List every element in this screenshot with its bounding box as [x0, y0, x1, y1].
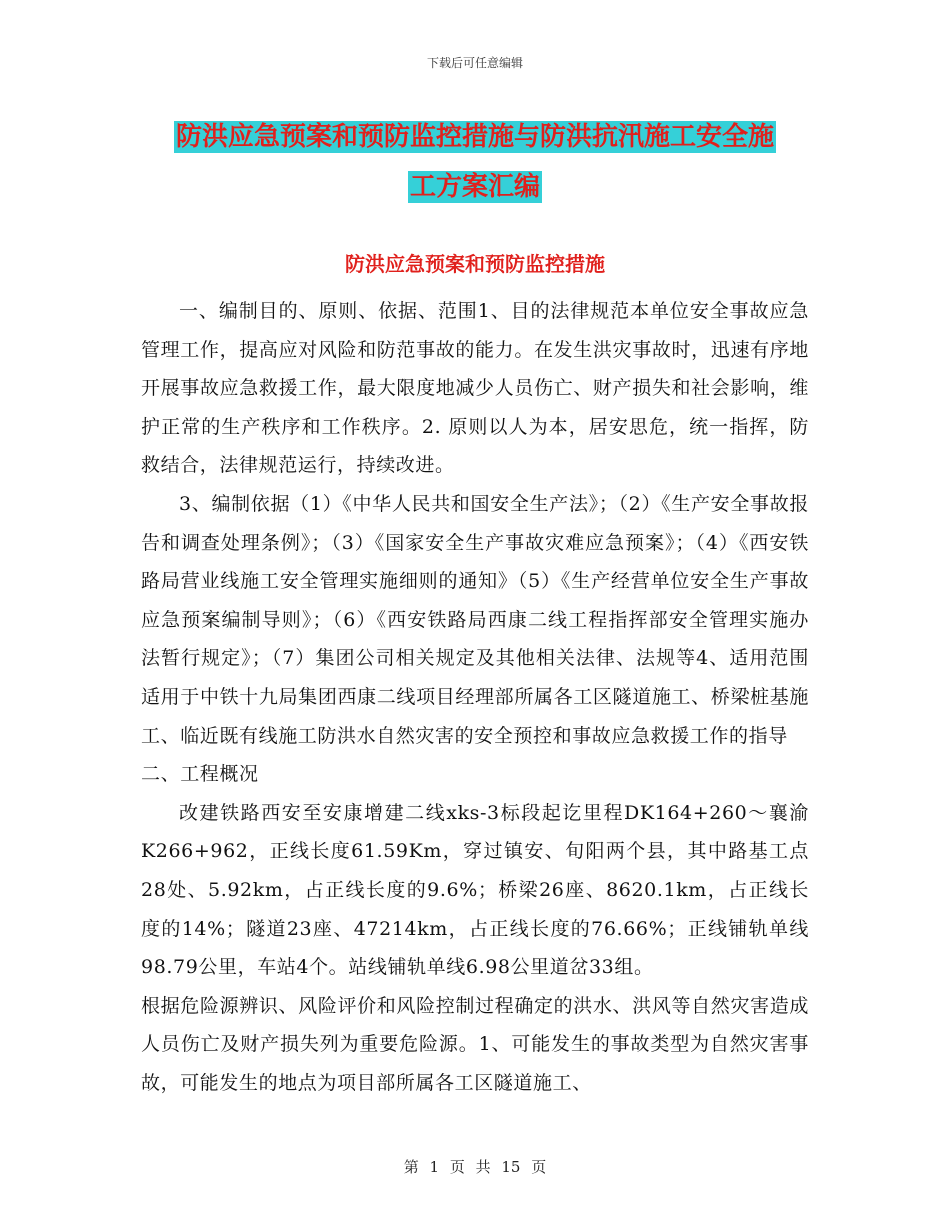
paragraph-overview: 改建铁路西安至安康增建二线xks-3标段起讫里程DK164+260～襄渝K266+962，正线长度61.59Km，穿过镇安、旬阳两个县，其中路基工点28处、5.92km，占正线长度的9.6%；桥梁26座、8620.1km，占正线长度的14%；隧道23座、47214km，占正线长度的76.66%；正线铺轨单线98.79公里，车站4个。站线铺轨单线6.98公里道岔33组。: [141, 801, 809, 979]
paragraph-hazards: 根据危险源辨识、风险评价和风险控制过程确定的洪水、洪风等自然灾害造成人员伤亡及财产损失列为重要危险源。1、可能发生的事故类型为自然灾害事故，可能发生的地点为项目部所属各工区隧道施工、: [141, 994, 809, 1094]
document-body: [141, 292, 809, 1102]
page-header-note: 下载后可任意编辑: [426, 56, 523, 70]
page-number-footer: 第 1 页 共 15 页: [403, 1158, 547, 1176]
document-title-line-1: 防洪应急预案和预防监控措施与防洪抗汛施工安全施: [175, 122, 774, 152]
document-title-line-2: 工方案汇编: [409, 172, 540, 202]
document-title: [140, 112, 810, 212]
paragraph-basis: 3、编制依据（1）《中华人民共和国安全生产法》；（2）《生产安全事故报告和调查处理条例》；（3）《国家安全生产事故灾难应急预案》；（4）《西安铁路局营业线施工安全管理实施细则的通知》（5）《生产经营单位安全生产事故应急预案编制导则》；（6）《西安铁路局西康二线工程指挥部安全管理实施办法暂行规定》；（7）集团公司相关规定及其他相关法律、法规等4、适用范围适用于中铁十九局集团西康二线项目经理部所属各工区隧道施工、桥梁桩基施工、临近既有线施工防洪水自然灾害的安全预控和事故应急救援工作的指导: [141, 492, 809, 747]
paragraph-purpose: 一、编制目的、原则、依据、范围1、目的法律规范本单位安全事故应急管理工作，提高应对风险和防范事故的能力。在发生洪灾事故时，迅速有序地开展事故应急救援工作，最大限度地减少人员伤亡、财产损失和社会影响，维护正常的生产秩序和工作秩序。2. 原则以人为本，居安思危，统一指挥，防救结合，法律规范运行，持续改进。: [141, 300, 809, 477]
paragraph-overview-heading: 二、工程概况: [141, 763, 259, 786]
section-title: 防洪应急预案和预防监控措施: [345, 252, 605, 276]
